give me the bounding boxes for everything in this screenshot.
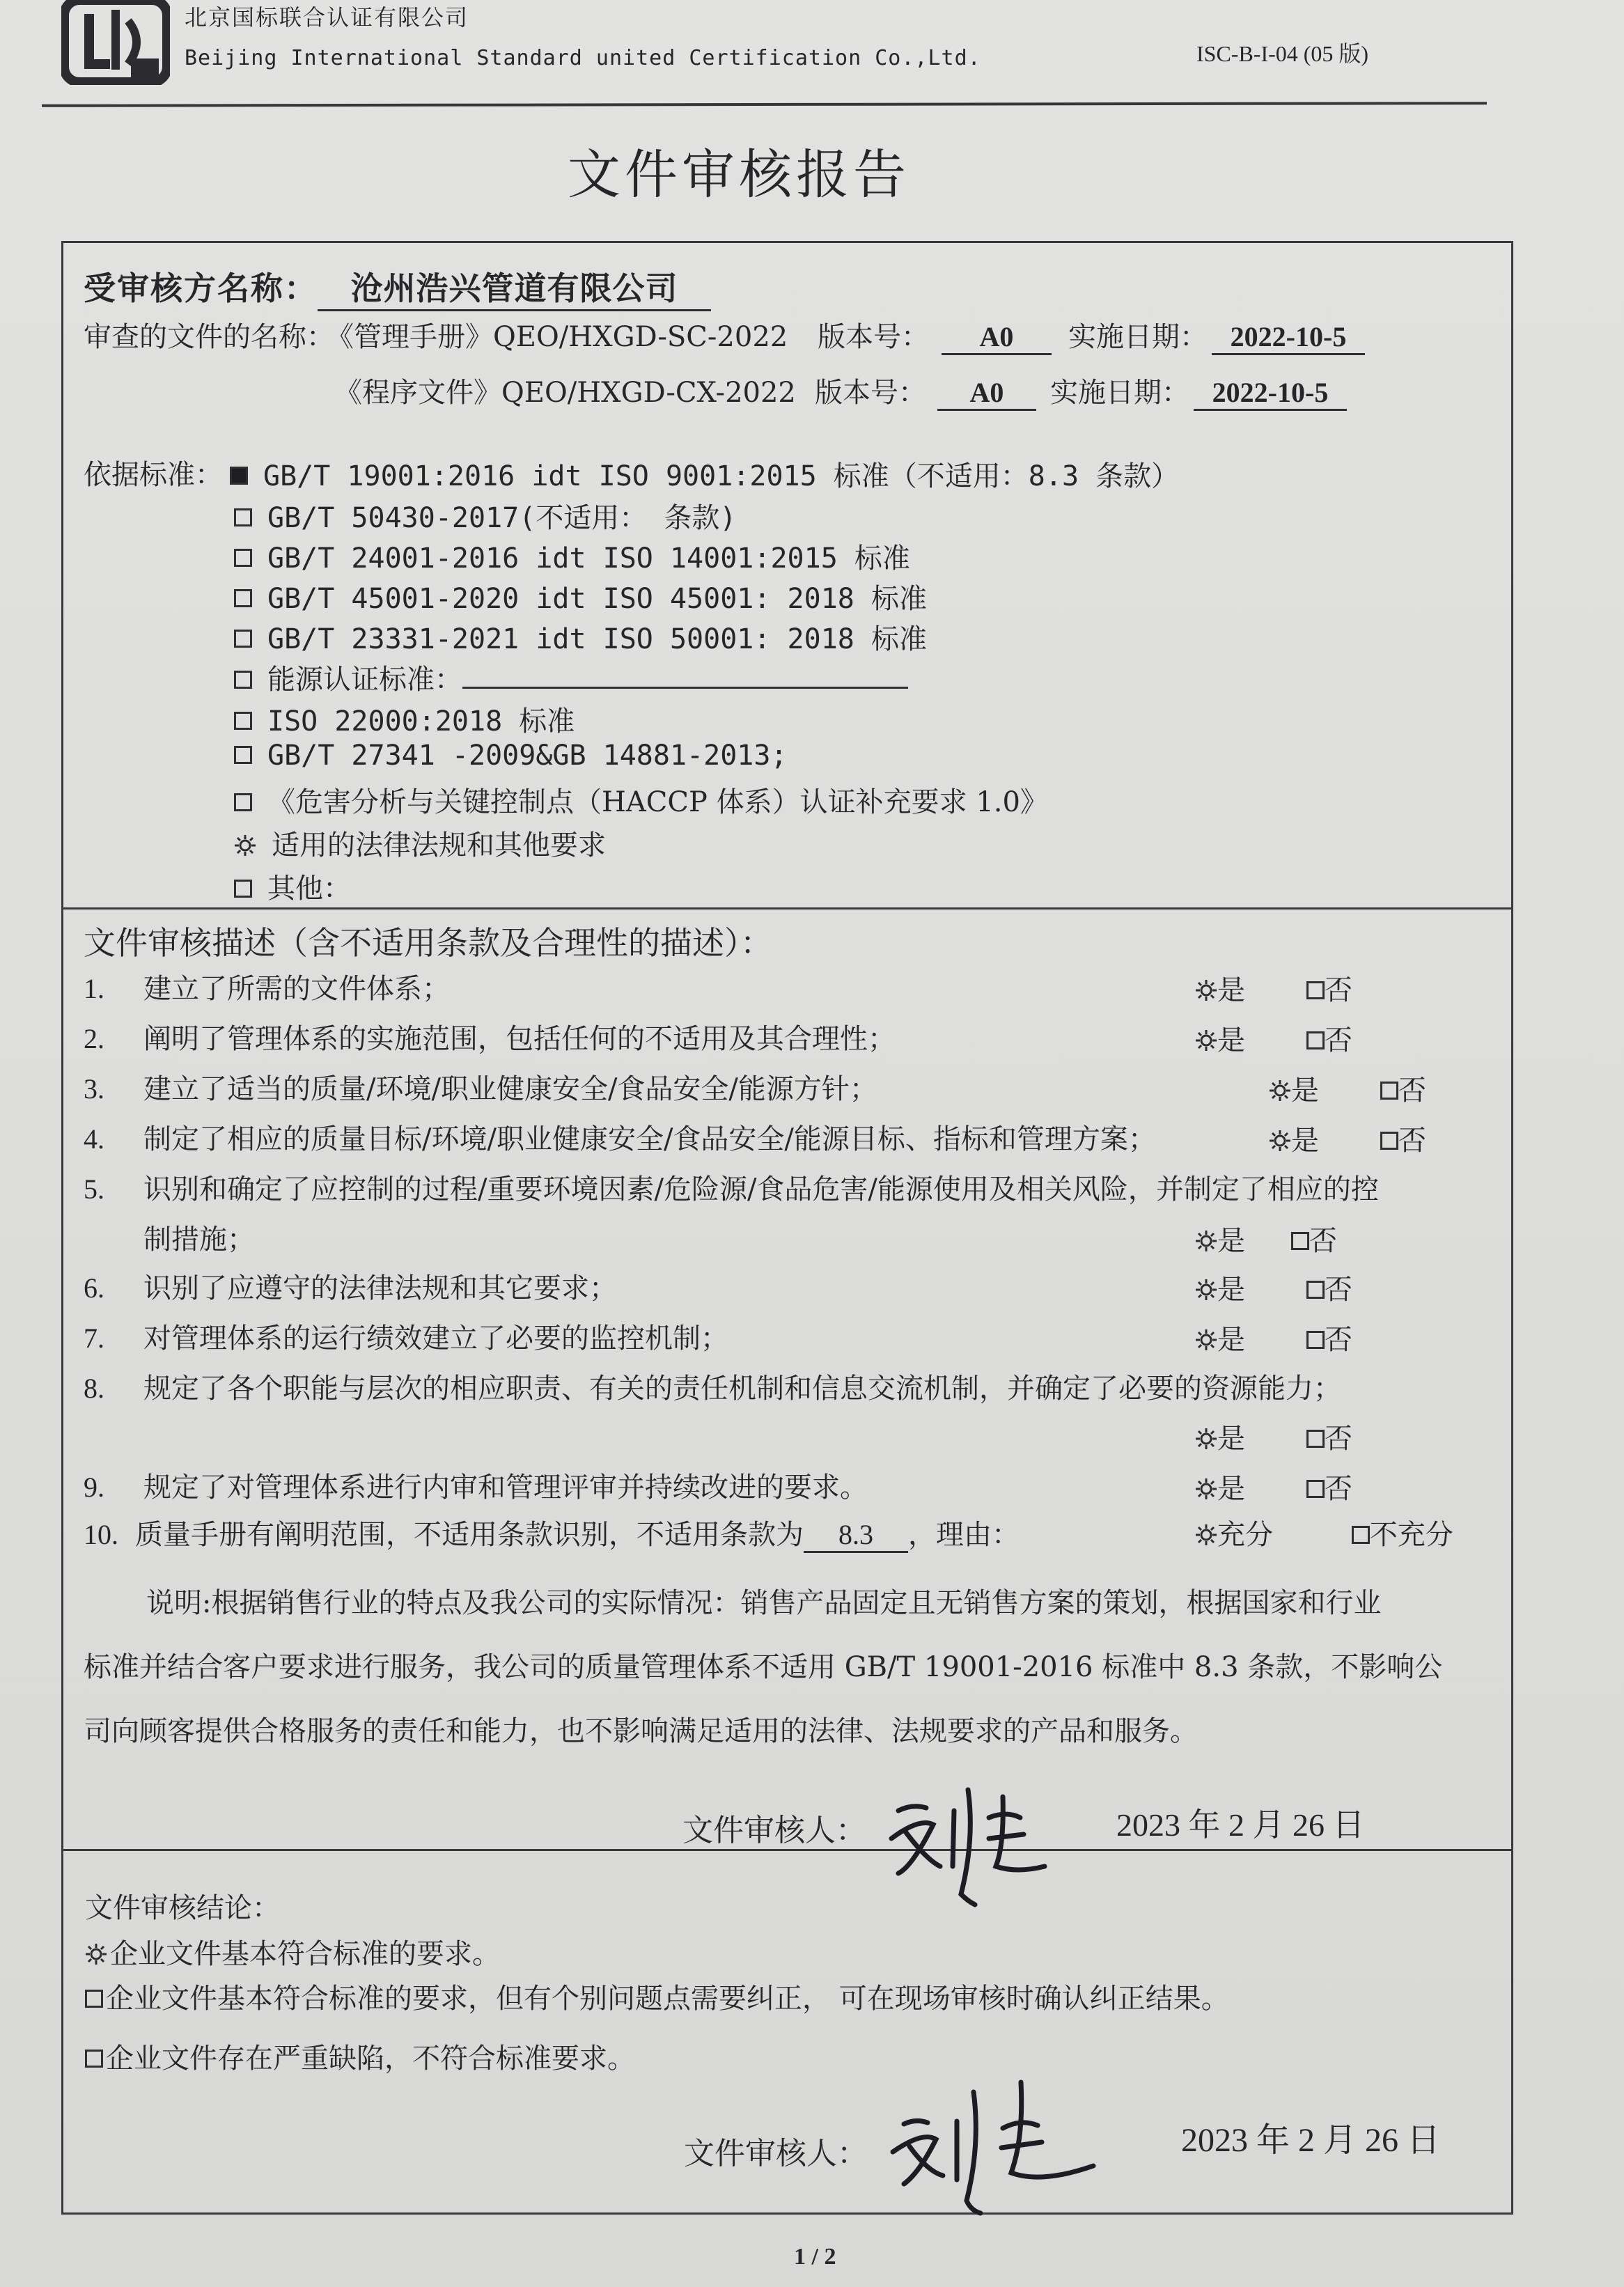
standard-text: GB/T 23331-2021 idt ISO 50001: 2018 标准 <box>267 623 927 655</box>
selected-mark-icon <box>1195 1475 1217 1507</box>
document-code: ISC-B-I-04 (05 版) <box>1196 41 1369 66</box>
checked-box-icon <box>230 467 248 485</box>
checkbox-icon <box>234 589 252 607</box>
document-version-1 <box>818 315 1052 355</box>
conclusion-text: 企业文件基本符合标准的要求。 <box>110 1938 500 1970</box>
checkbox-icon <box>1306 1281 1325 1299</box>
explanation-line-3: 司向顾客提供合格服务的责任和能力，也不影响满足适用的法律、法规要求的产品和服务。 <box>84 1715 1198 1747</box>
checkbox-icon <box>1352 1526 1370 1544</box>
version-label: 版本号： <box>818 321 929 353</box>
standard-text: 适用的法律法规和其他要求 <box>272 829 606 861</box>
conclusion-reviewer-label: 文件审核人： <box>684 2136 868 2171</box>
item-text: 识别了应遵守的法律法规和其它要求； <box>143 1272 617 1304</box>
selected-mark-icon <box>1195 1521 1217 1553</box>
item-number: 1. <box>84 973 104 1004</box>
checkbox-icon <box>85 2050 103 2068</box>
standard-item <box>230 454 1179 494</box>
conclusion-option <box>85 1976 1229 2016</box>
documents-label: 审查的文件的名称： <box>84 321 334 353</box>
standard-item <box>234 536 910 576</box>
excluded-clause: 8.3 <box>804 1518 908 1553</box>
sufficiency-choice <box>1195 1513 1453 1553</box>
checkbox-icon <box>1306 1331 1325 1349</box>
item-text-continued: 制措施； <box>143 1224 255 1256</box>
checkbox-icon <box>1306 1480 1325 1498</box>
standard-item <box>234 577 927 616</box>
version-value: A0 <box>942 320 1052 355</box>
no-label: 否 <box>1325 1473 1352 1505</box>
yes-label: 是 <box>1217 1473 1245 1505</box>
selected-mark-icon <box>1269 1077 1291 1109</box>
no-label: 否 <box>1398 1125 1426 1157</box>
yes-label: 是 <box>1217 1024 1245 1056</box>
insufficient-label: 不充分 <box>1369 1519 1453 1551</box>
company-logo-icon <box>61 0 170 85</box>
item-text: 建立了所需的文件体系； <box>143 973 450 1005</box>
checkbox-icon <box>234 508 252 526</box>
item-text: 对管理体系的运行绩效建立了必要的监控机制； <box>143 1322 728 1355</box>
selected-mark-icon <box>1195 1227 1217 1259</box>
yes-no-choice <box>1195 1219 1337 1259</box>
checkbox-icon <box>234 746 252 764</box>
standard-item <box>234 780 1048 820</box>
no-label: 否 <box>1325 1324 1352 1356</box>
energy-standard-blank <box>462 662 908 689</box>
document-row-2 <box>334 370 796 410</box>
checkbox-icon <box>234 880 252 898</box>
sufficient-label: 充分 <box>1217 1519 1273 1551</box>
standard-text: 其他： <box>267 873 351 905</box>
conclusion-option <box>85 2036 635 2076</box>
date-label: 实施日期： <box>1068 321 1208 353</box>
checkbox-icon <box>234 712 252 730</box>
auditee-row <box>84 263 711 311</box>
yes-no-choice <box>1195 1467 1352 1507</box>
review-item <box>84 1266 617 1306</box>
yes-label: 是 <box>1217 974 1245 1006</box>
checkbox-icon <box>234 630 252 648</box>
review-item <box>84 1017 896 1056</box>
standard-item <box>234 657 908 697</box>
checkbox-icon <box>1306 1031 1325 1049</box>
company-name-en: Beijing International Standard united Certification Co.,Ltd. <box>185 46 981 70</box>
section-divider <box>63 907 1511 910</box>
report-title: 文件审核报告 <box>568 143 910 205</box>
reviewer-signature-icon <box>884 1762 1059 1915</box>
standard-text: GB/T 24001-2016 idt ISO 14001:2015 标准 <box>267 543 910 575</box>
standard-item <box>234 823 606 864</box>
company-name-cn: 北京国标联合认证有限公司 <box>185 4 469 31</box>
reviewer-label: 文件审核人： <box>682 1813 866 1848</box>
auditee-label: 受审核方名称： <box>84 270 318 307</box>
checkbox-icon <box>1291 1232 1309 1250</box>
standard-text: GB/T 45001-2020 idt ISO 45001: 2018 标准 <box>267 583 927 615</box>
checkbox-icon <box>1306 1430 1325 1448</box>
review-item <box>84 1366 1341 1406</box>
item-text: 规定了对管理体系进行内审和管理评审并持续改进的要求。 <box>143 1472 868 1504</box>
item-number: 2. <box>84 1023 104 1054</box>
no-label: 否 <box>1325 1024 1352 1056</box>
yes-label: 是 <box>1291 1125 1319 1157</box>
yes-no-choice <box>1195 1267 1352 1308</box>
auditee-name: 沧州浩兴管道有限公司 <box>318 263 711 311</box>
standard-item <box>234 740 788 772</box>
item-number: 9. <box>84 1472 104 1503</box>
page-number: 1 / 2 <box>794 2244 836 2270</box>
item-text: 阐明了管理体系的实施范围，包括任何的不适用及其合理性； <box>143 1023 896 1055</box>
yes-no-choice <box>1195 968 1352 1008</box>
standard-item <box>234 617 927 657</box>
yes-no-choice <box>1269 1118 1426 1159</box>
no-label: 否 <box>1398 1075 1426 1107</box>
item-text: 建立了适当的质量/环境/职业健康安全/食品安全/能源方针； <box>143 1073 877 1105</box>
conclusion-signature-icon <box>884 2061 1107 2222</box>
no-label: 否 <box>1325 974 1352 1006</box>
conclusion-text: 企业文件基本符合标准的要求，但有个别问题点需要纠正， 可在现场审核时确认纠正结果。 <box>106 1983 1229 2015</box>
conclusion-heading: 文件审核结论： <box>85 1892 280 1924</box>
standard-text: GB/T 50430-2017(不适用： 条款) <box>267 502 737 534</box>
document-name: 《管理手册》QEO/HXGD-SC-2022 <box>340 321 788 353</box>
no-label: 否 <box>1325 1274 1352 1306</box>
yes-no-choice <box>1195 1018 1352 1059</box>
date-value: 2022-10-5 <box>1212 320 1365 355</box>
document-date-2 <box>1050 370 1347 411</box>
item-text: 规定了各个职能与层次的相应职责、有关的责任机制和信息交流机制，并确定了必要的资源能力； <box>143 1373 1341 1405</box>
standard-item <box>234 496 736 536</box>
review-item <box>84 1465 868 1505</box>
standards-label: 依据标准： <box>84 459 223 491</box>
item-number: 3. <box>84 1073 104 1105</box>
standard-text: GB/T 27341 -2009&GB 14881-2013; <box>267 740 788 772</box>
conclusion-date: 2023 年 2 月 26 日 <box>1181 2122 1441 2159</box>
reason-label: ，理由： <box>908 1519 1020 1551</box>
yes-label: 是 <box>1217 1274 1245 1306</box>
checkbox-icon <box>234 793 252 811</box>
review-item <box>84 1316 728 1356</box>
standard-item <box>234 699 575 739</box>
standard-text: GB/T 19001:2016 idt ISO 9001:2015 标准（不适用：8.3 条款） <box>263 460 1180 492</box>
yes-label: 是 <box>1217 1423 1245 1455</box>
yes-label: 是 <box>1217 1225 1245 1257</box>
explanation-line-2: 标准并结合客户要求进行服务，我公司的质量管理体系不适用 GB/T 19001-2016 标准中 8.3 条款，不影响公 <box>84 1651 1443 1683</box>
review-date: 2023 年 2 月 26 日 <box>1116 1807 1365 1843</box>
checkbox-icon <box>234 671 252 689</box>
item-number: 8. <box>84 1373 104 1404</box>
yes-no-choice <box>1195 1318 1352 1358</box>
selected-mark-icon <box>1269 1127 1291 1159</box>
document-row-1 <box>84 315 788 354</box>
review-item <box>84 1117 1156 1157</box>
version-label: 版本号： <box>815 377 926 409</box>
selected-mark-icon <box>1195 1326 1217 1358</box>
yes-no-choice <box>1195 1416 1352 1457</box>
document-name: 《程序文件》QEO/HXGD-CX-2022 <box>334 377 796 409</box>
date-value: 2022-10-5 <box>1194 376 1347 411</box>
date-label: 实施日期： <box>1050 377 1189 409</box>
item-text: 质量手册有阐明范围，不适用条款识别，不适用条款为 <box>135 1519 804 1551</box>
item-number: 7. <box>84 1322 104 1354</box>
item-text: 制定了相应的质量目标/环境/职业健康安全/食品安全/能源目标、指标和管理方案； <box>143 1123 1156 1155</box>
checkbox-icon <box>1380 1082 1398 1100</box>
standard-text: 能源认证标准： <box>267 664 462 696</box>
selected-mark-icon <box>1195 976 1217 1008</box>
yes-no-choice <box>1269 1068 1426 1109</box>
no-label: 否 <box>1325 1423 1352 1455</box>
yes-label: 是 <box>1217 1324 1245 1356</box>
explanation-line-1: 说明:根据销售行业的特点及我公司的实际情况：销售产品固定且无销售方案的策划，根据国家和行业 <box>146 1587 1382 1619</box>
selected-mark-icon <box>1195 1425 1217 1457</box>
review-item <box>84 967 450 1006</box>
document-date-1 <box>1068 315 1365 355</box>
checkbox-icon <box>234 549 252 567</box>
item-number: 6. <box>84 1272 104 1304</box>
conclusion-option <box>85 1932 500 1972</box>
selected-mark-icon <box>234 832 256 864</box>
standard-text: ISO 22000:2018 标准 <box>267 705 575 737</box>
review-item <box>84 1167 1379 1207</box>
document-version-2 <box>815 370 1036 411</box>
selected-mark-icon <box>85 1940 107 1972</box>
checkbox-icon <box>1306 981 1325 999</box>
review-item-10 <box>84 1513 1020 1553</box>
item-text: 识别和确定了应控制的过程/重要环境因素/危险源/食品危害/能源使用及相关风险，并制定了相应的控 <box>143 1173 1379 1205</box>
checkbox-icon <box>85 1990 103 2008</box>
no-label: 否 <box>1309 1225 1337 1257</box>
selected-mark-icon <box>1195 1027 1217 1059</box>
item-number: 4. <box>84 1123 104 1155</box>
standard-item <box>234 866 351 906</box>
version-value: A0 <box>937 376 1036 411</box>
checkbox-icon <box>1380 1132 1398 1150</box>
standard-text: 《危害分析与关键控制点（HACCP 体系）认证补充要求 1.0》 <box>267 786 1048 818</box>
item-number: 10. <box>84 1519 118 1550</box>
yes-label: 是 <box>1291 1075 1319 1107</box>
conclusion-text: 企业文件存在严重缺陷，不符合标准要求。 <box>106 2043 635 2075</box>
item-number: 5. <box>84 1173 104 1205</box>
selected-mark-icon <box>1195 1276 1217 1308</box>
review-heading: 文件审核描述（含不适用条款及合理性的描述）： <box>84 924 772 962</box>
review-item <box>84 1067 877 1107</box>
